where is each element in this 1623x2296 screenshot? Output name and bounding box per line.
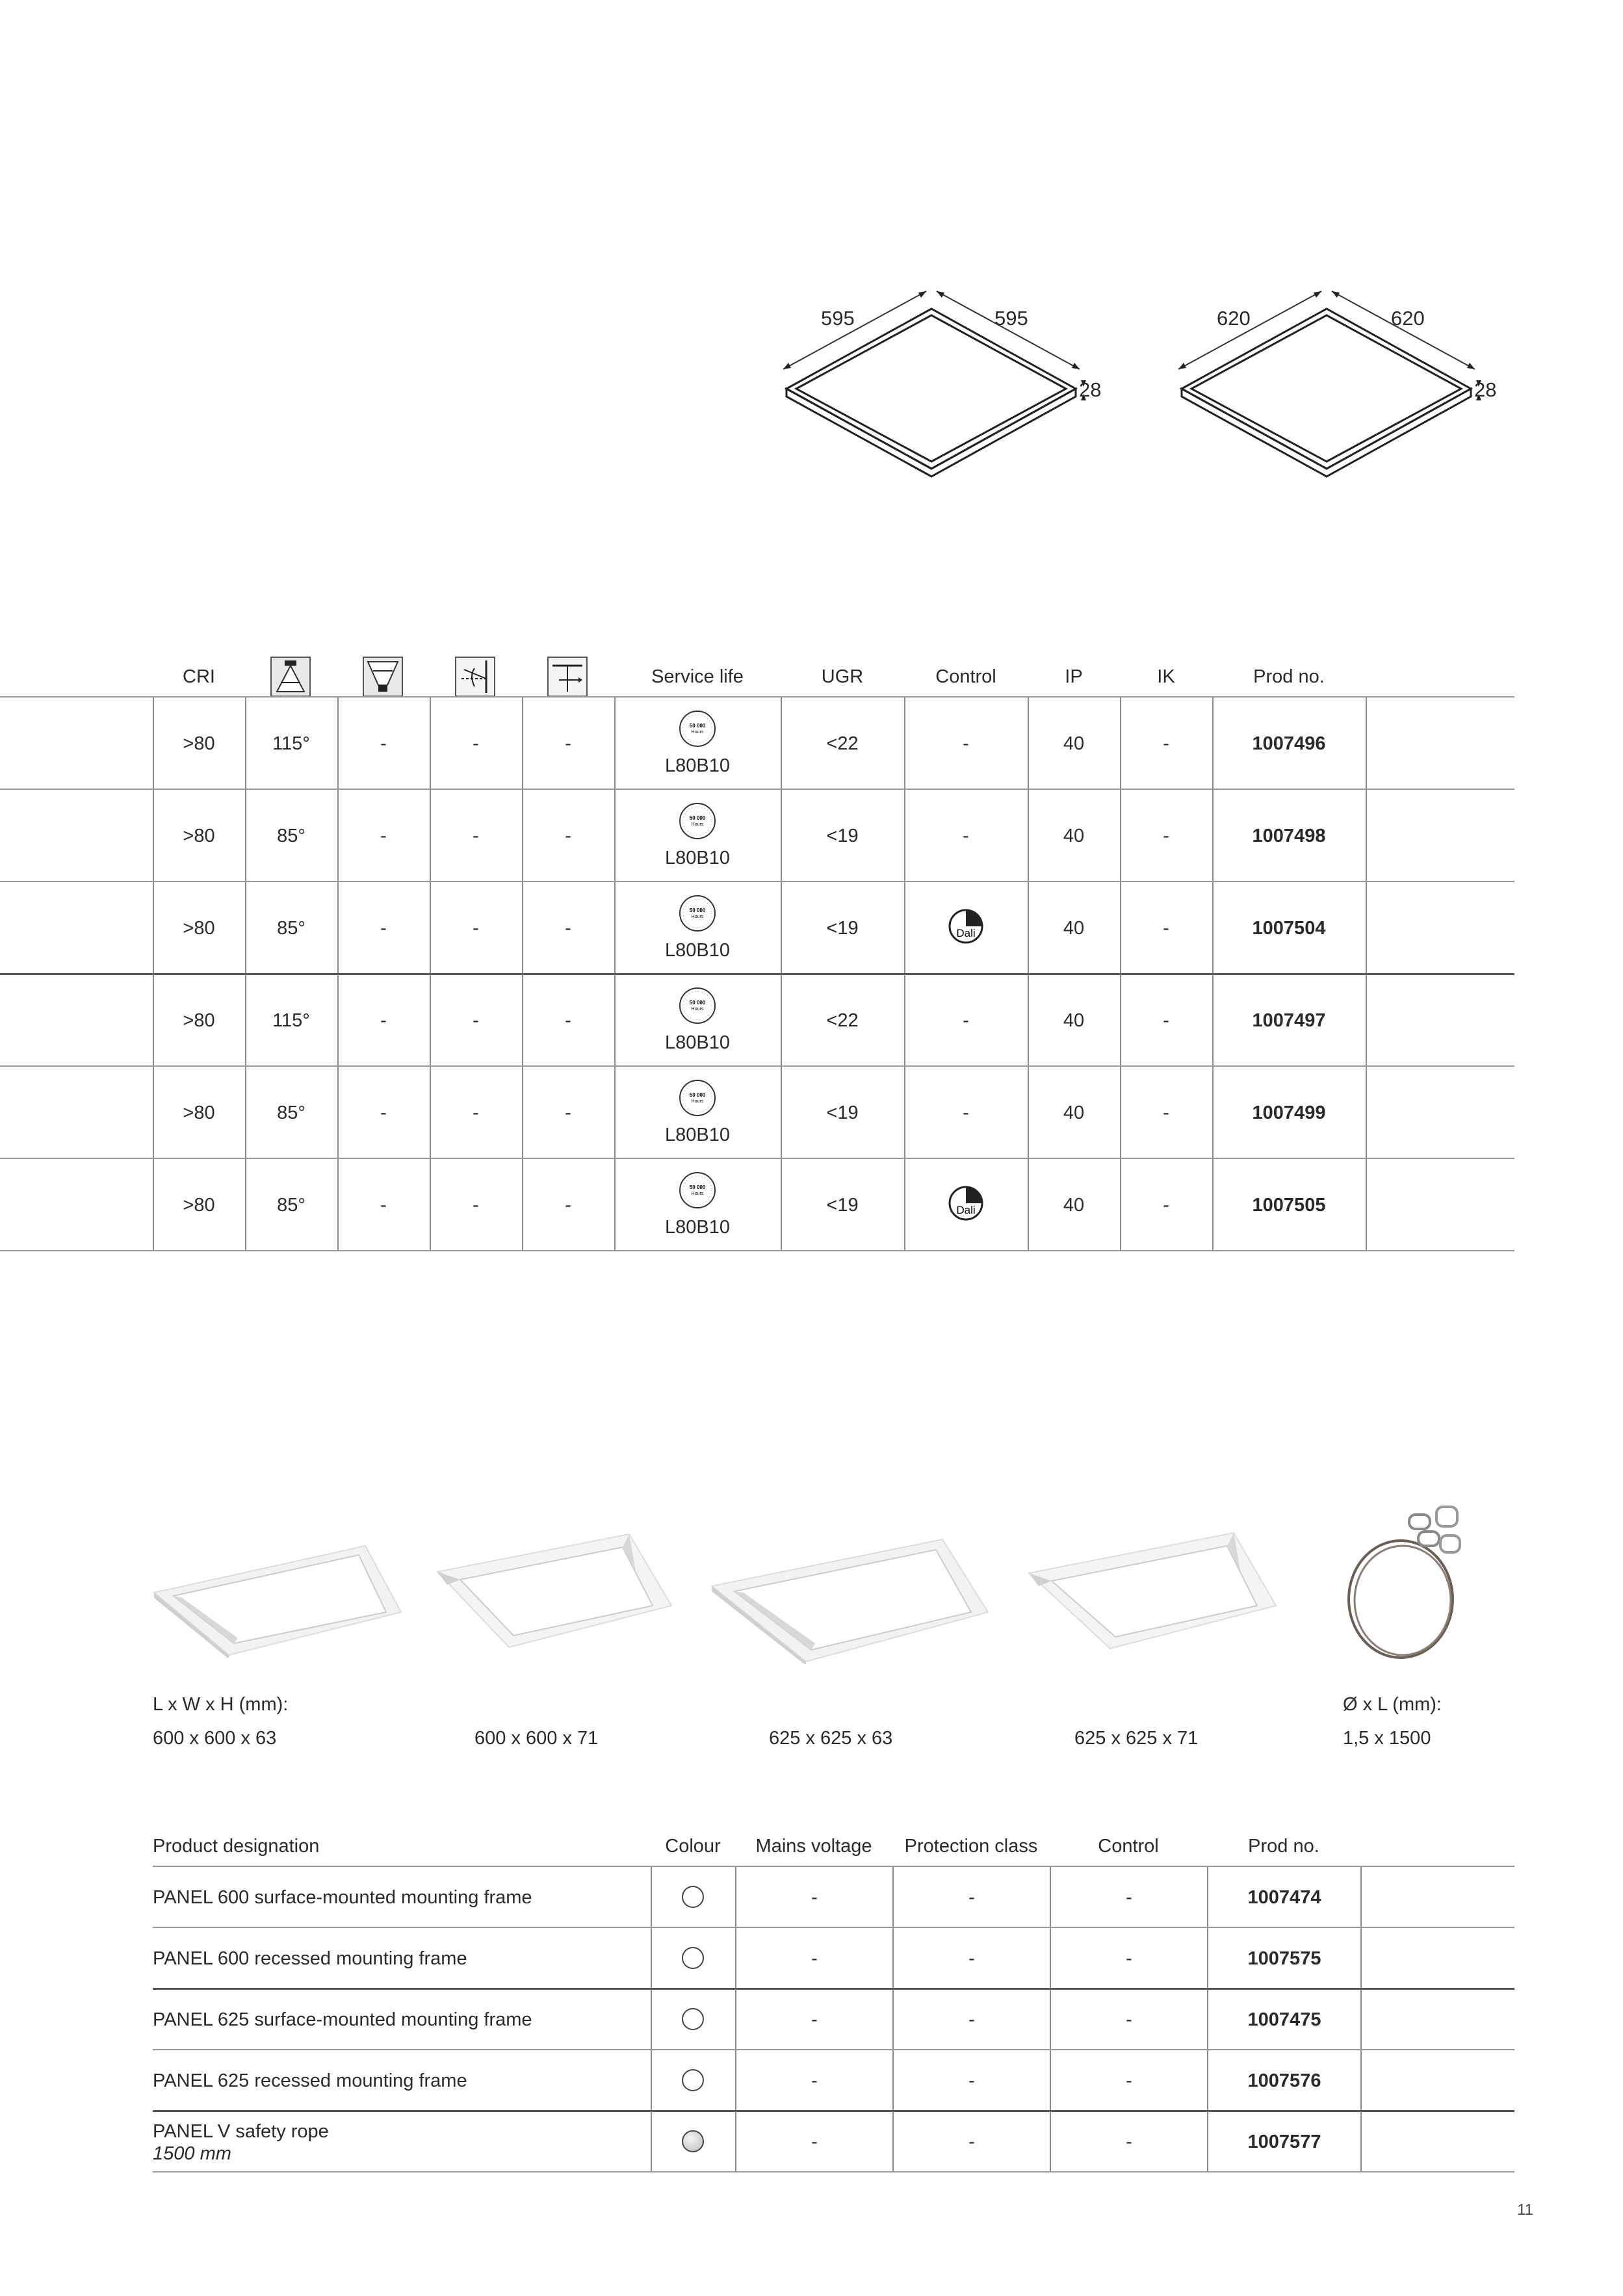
cell-angle: 85° (277, 1102, 305, 1123)
cell-c5: - (565, 1195, 571, 1216)
clock-unit: Hours (691, 730, 704, 735)
dim-height-label: 28 (1474, 378, 1497, 401)
table-row (0, 1159, 1514, 1251)
cell-c4: - (473, 1010, 479, 1031)
clock-unit: Hours (691, 1099, 704, 1104)
cell-angle: 85° (277, 826, 305, 846)
lifetime-clock-icon (678, 802, 717, 841)
cell-c3: - (380, 918, 387, 939)
cell-c5: - (565, 733, 571, 754)
table-row (0, 974, 1514, 1067)
column-divider (1360, 1867, 1362, 1928)
cell-control: - (1126, 2132, 1132, 2152)
column-divider (1360, 1928, 1362, 1989)
service-life-value: L80B10 (665, 755, 730, 776)
table-row (153, 2111, 1514, 2172)
header-prod-no: Prod no. (1253, 666, 1325, 687)
cell-c5: - (565, 1102, 571, 1123)
cell-control: - (963, 733, 969, 754)
cell-angle: 115° (272, 1010, 310, 1031)
panel-outline-595 (777, 273, 1089, 481)
cell-service-life (614, 790, 781, 882)
dim-width-label: 620 (1217, 307, 1251, 330)
cell-protection: - (968, 1887, 975, 1908)
lifetime-clock-icon (678, 1171, 717, 1210)
cell-mains: - (811, 1948, 818, 1969)
cell-protection: - (968, 1948, 975, 1969)
dali-label: Dali (956, 1204, 976, 1216)
header-ip: IP (1065, 666, 1083, 687)
header-service-life: Service life (651, 666, 744, 687)
cell-cri: >80 (183, 733, 215, 754)
cell-ip: 40 (1063, 1010, 1085, 1031)
cell-protection: - (968, 2009, 975, 2030)
row-divider (153, 2171, 1514, 2172)
safety-rope-image (1339, 1502, 1469, 1664)
designation-subtitle: 1500 mm (153, 2143, 231, 2164)
clock-value: 50 000 (689, 907, 706, 913)
cell-prod: 1007499 (1252, 1102, 1326, 1123)
cell-ugr: <19 (826, 918, 859, 939)
dali-control-icon (948, 908, 984, 945)
designation-name: PANEL 625 recessed mounting frame (153, 2070, 467, 2091)
cell-ugr: <22 (826, 1010, 859, 1031)
cell-c3: - (380, 1010, 387, 1031)
table-row (153, 1928, 1514, 1989)
clock-unit: Hours (691, 915, 704, 919)
cell-mains: - (811, 2132, 818, 2152)
recessed-frame-625-image (1026, 1508, 1286, 1658)
column-divider (1366, 1159, 1367, 1251)
size-recessed-625: 625 x 625 x 71 (1074, 1728, 1199, 1749)
cell-control: - (1126, 2009, 1132, 2030)
cell-ip: 40 (1063, 1195, 1085, 1216)
service-life-value: L80B10 (665, 1032, 730, 1053)
cell-mains: - (811, 2009, 818, 2030)
lifetime-clock-icon (678, 709, 717, 748)
cell-ip: 40 (1063, 826, 1085, 846)
recessed-frame-600-image (434, 1508, 681, 1658)
service-life-value: L80B10 (665, 848, 730, 868)
header-control: Control (935, 666, 996, 687)
cell-c3: - (380, 826, 387, 846)
column-divider (651, 1867, 652, 1928)
cell-angle: 115° (272, 733, 310, 754)
header-prod-no: Prod no. (1248, 1836, 1319, 1857)
frame-dimension-label: L x W x H (mm): (153, 1694, 289, 1715)
header-colour: Colour (665, 1836, 721, 1857)
cell-mains: - (811, 1887, 818, 1908)
clock-unit: Hours (691, 1192, 704, 1196)
cell-service-life (614, 698, 781, 790)
cell-ugr: <19 (826, 1195, 859, 1216)
cell-prod: 1007498 (1252, 826, 1326, 846)
cell-c3: - (380, 733, 387, 754)
rotation-icon (547, 657, 588, 697)
designation-cell (153, 2120, 329, 2165)
cell-protection: - (968, 2132, 975, 2152)
header-mains-voltage: Mains voltage (755, 1836, 872, 1857)
cell-prod: 1007577 (1247, 2132, 1321, 2152)
cell-c4: - (473, 918, 479, 939)
cell-prod: 1007576 (1247, 2070, 1321, 2091)
service-life-value: L80B10 (665, 940, 730, 961)
designation-name: PANEL 600 recessed mounting frame (153, 1948, 467, 1969)
cell-c5: - (565, 1010, 571, 1031)
column-divider (904, 1159, 905, 1251)
clock-value: 50 000 (689, 1092, 706, 1098)
column-divider (1366, 790, 1367, 882)
glare-icon (363, 657, 403, 697)
cell-c4: - (473, 1195, 479, 1216)
cell-service-life (614, 1067, 781, 1159)
cell-prod: 1007505 (1252, 1195, 1326, 1216)
size-rope: 1,5 x 1500 (1343, 1728, 1431, 1749)
cell-mains: - (811, 2070, 818, 2091)
cell-control: - (1126, 1887, 1132, 1908)
dali-label: Dali (956, 927, 976, 939)
cell-cri: >80 (183, 1195, 215, 1216)
cell-ik: - (1163, 1102, 1169, 1123)
clock-value: 50 000 (689, 1184, 706, 1190)
clock-value: 50 000 (689, 723, 706, 729)
service-life-value: L80B10 (665, 1125, 730, 1145)
cell-ugr: <22 (826, 733, 859, 754)
cell-cri: >80 (183, 826, 215, 846)
cell-c3: - (380, 1195, 387, 1216)
column-divider (1360, 2111, 1362, 2172)
lifetime-clock-icon (678, 986, 717, 1025)
cell-cri: >80 (183, 1102, 215, 1123)
tilt-icon (455, 657, 495, 697)
lifetime-clock-icon (678, 894, 717, 933)
column-divider (1366, 1067, 1367, 1159)
cell-c3: - (380, 1102, 387, 1123)
cell-protection: - (968, 2070, 975, 2091)
size-recessed-600: 600 x 600 x 71 (474, 1728, 599, 1749)
column-divider (651, 1989, 652, 2050)
page-number: 11 (1517, 2201, 1533, 2219)
cell-angle: 85° (277, 1195, 305, 1216)
header-designation: Product designation (153, 1836, 320, 1857)
cell-angle: 85° (277, 918, 305, 939)
row-divider (0, 1250, 1514, 1251)
cell-ip: 40 (1063, 1102, 1085, 1123)
clock-value: 50 000 (689, 815, 706, 821)
dim-depth-label: 595 (994, 307, 1028, 330)
dim-depth-label: 620 (1391, 307, 1425, 330)
clock-value: 50 000 (689, 1000, 706, 1006)
cell-prod: 1007575 (1247, 1948, 1321, 1969)
cell-control: - (963, 826, 969, 846)
cell-prod: 1007474 (1247, 1887, 1321, 1908)
cell-prod: 1007496 (1252, 733, 1326, 754)
colour-swatch (682, 2130, 704, 2152)
colour-swatch (682, 1947, 704, 1969)
cell-prod: 1007504 (1252, 918, 1326, 939)
service-life-value: L80B10 (665, 1217, 730, 1238)
column-divider (651, 2111, 652, 2172)
designation-name: PANEL 625 surface-mounted mounting frame (153, 2009, 532, 2030)
column-divider (651, 2050, 652, 2111)
designation-name: PANEL V safety rope (153, 2121, 329, 2142)
colour-swatch (682, 2069, 704, 2091)
cell-c4: - (473, 826, 479, 846)
cell-cri: >80 (183, 1010, 215, 1031)
clock-unit: Hours (691, 1007, 704, 1011)
clock-unit: Hours (691, 822, 704, 827)
lifetime-clock-icon (678, 1078, 717, 1117)
cell-c5: - (565, 826, 571, 846)
dali-control-icon (948, 1185, 984, 1221)
cell-c5: - (565, 918, 571, 939)
cell-ugr: <19 (826, 826, 859, 846)
column-divider (1360, 1989, 1362, 2050)
cell-c4: - (473, 1102, 479, 1123)
header-ik: IK (1157, 666, 1175, 687)
cell-control: - (963, 1010, 969, 1031)
table-row (153, 1867, 1514, 1928)
cell-ik: - (1163, 826, 1169, 846)
colour-swatch (682, 1886, 704, 1908)
cell-ik: - (1163, 1195, 1169, 1216)
cell-service-life (614, 1159, 781, 1251)
cell-prod: 1007497 (1252, 1010, 1326, 1031)
cell-control: - (1126, 2070, 1132, 2091)
header-protection-class: Protection class (904, 1836, 1038, 1857)
cell-control: - (963, 1102, 969, 1123)
size-surface-625: 625 x 625 x 63 (769, 1728, 893, 1749)
cell-ugr: <19 (826, 1102, 859, 1123)
surface-frame-625-image (708, 1508, 994, 1664)
cell-service-life (614, 974, 781, 1067)
column-divider (1366, 974, 1367, 1067)
cell-control: - (1126, 1948, 1132, 1969)
cell-c4: - (473, 733, 479, 754)
header-control: Control (1098, 1836, 1159, 1857)
column-divider (1366, 698, 1367, 790)
header-ugr: UGR (821, 666, 864, 687)
column-divider (651, 1928, 652, 1989)
dim-height-label: 28 (1079, 378, 1102, 401)
table-row (0, 1067, 1514, 1159)
table-row (0, 698, 1514, 790)
cell-cri: >80 (183, 918, 215, 939)
rope-dimension-label: Ø x L (mm): (1343, 1694, 1442, 1715)
cell-ik: - (1163, 918, 1169, 939)
table-row (153, 2050, 1514, 2111)
beam-angle-icon (270, 657, 311, 697)
cell-prod: 1007475 (1247, 2009, 1321, 2030)
dim-width-label: 595 (821, 307, 855, 330)
cell-service-life (614, 882, 781, 974)
cell-ik: - (1163, 1010, 1169, 1031)
header-cri: CRI (183, 666, 215, 687)
column-divider (1366, 882, 1367, 974)
surface-frame-600-image (151, 1508, 404, 1658)
column-divider (904, 882, 905, 974)
cell-ip: 40 (1063, 918, 1085, 939)
table-row (153, 1989, 1514, 2050)
cell-ik: - (1163, 733, 1169, 754)
table-row (0, 882, 1514, 974)
table-row (0, 790, 1514, 882)
cell-ip: 40 (1063, 733, 1085, 754)
colour-swatch (682, 2008, 704, 2030)
panel-outline-620 (1172, 273, 1484, 481)
size-surface-600: 600 x 600 x 63 (153, 1728, 277, 1749)
column-divider (1360, 2050, 1362, 2111)
designation-name: PANEL 600 surface-mounted mounting frame (153, 1887, 532, 1908)
